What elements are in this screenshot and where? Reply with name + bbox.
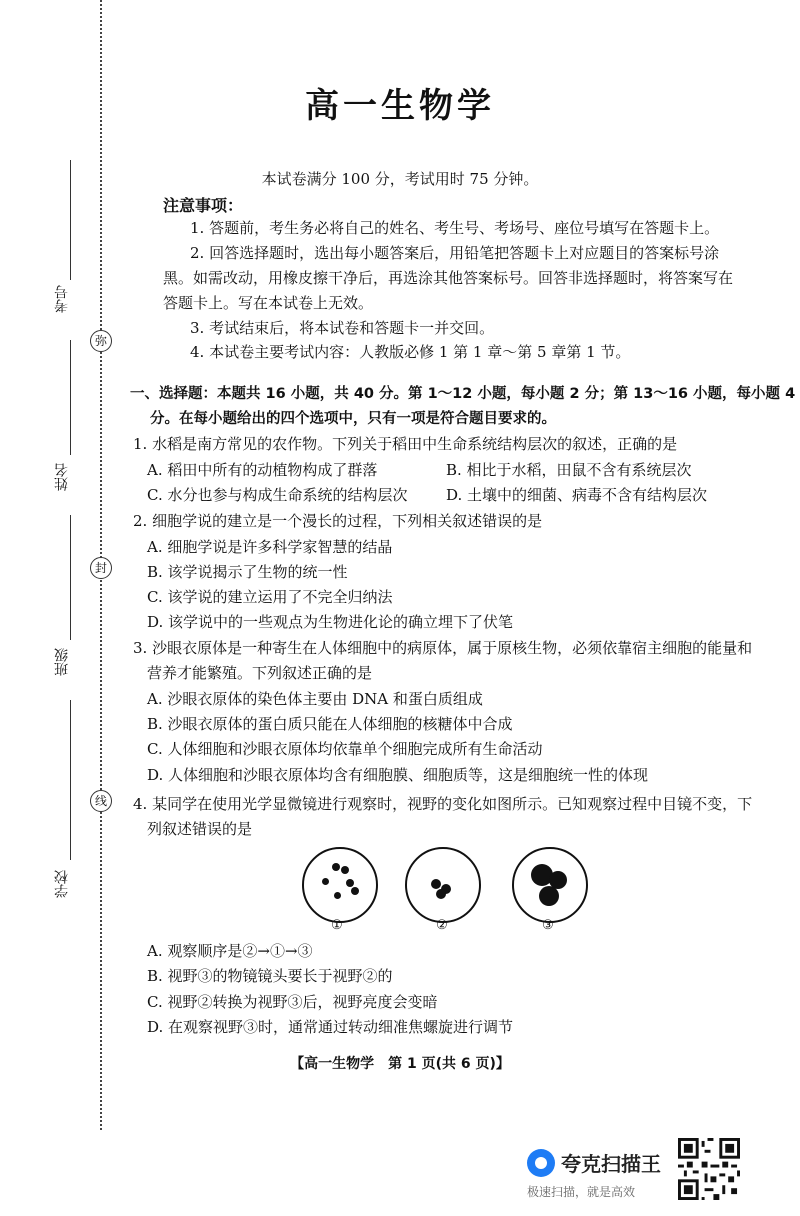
cell-dot [346, 879, 354, 887]
cell-dot [539, 886, 559, 906]
q1-option-c: C. 水分也参与构成生命系统的结构层次 [147, 486, 408, 504]
name-blank [70, 340, 71, 455]
field-of-view-2 [405, 847, 481, 923]
q2-option-d: D. 该学说中的一些观点为生物进化论的确立埋下了伏笔 [147, 613, 514, 631]
question-4-stem: 4. 某同学在使用光学显微镜进行观察时，视野的变化如图所示。已知观察过程中目镜不变，下 [133, 795, 753, 813]
school-blank [70, 700, 71, 860]
q4-option-c: C. 视野②转换为视野③后，视野亮度会变暗 [147, 993, 438, 1011]
q1-option-d: D. 土壤中的细菌、病毒不含有结构层次 [446, 486, 708, 504]
scanner-watermark [527, 1145, 677, 1199]
quark-logo-icon [527, 1149, 555, 1177]
watermark-brand-name: 夸克扫描王 [561, 1152, 661, 1176]
question-1-stem: 1. 水稻是南方常见的农作物。下列关于稻田中生命系统结构层次的叙述，正确的是 [133, 435, 678, 453]
field-of-view-1 [302, 847, 378, 923]
exam-info: 本试卷满分 100 分，考试用时 75 分钟。 [261, 170, 539, 188]
note-line: 黑。如需改动，用橡皮擦干净后，再选涂其他答案标号。回答非选择题时，将答案写在 [163, 269, 734, 287]
q2-option-b: B. 该学说揭示了生物的统一性 [147, 563, 348, 581]
cell-dot [332, 863, 340, 871]
q1-option-b: B. 相比于水稻，田鼠不含有系统层次 [446, 461, 692, 479]
question-4-stem-cont: 列叙述错误的是 [147, 820, 253, 838]
label-school: 学校 [54, 870, 70, 898]
note-line: 答题卡上。写在本试卷上无效。 [163, 294, 374, 312]
cell-dot [334, 892, 341, 899]
page-title: 高一生物学 [305, 86, 495, 126]
q3-option-b: B. 沙眼衣原体的蛋白质只能在人体细胞的核糖体中合成 [147, 715, 513, 733]
q4-option-a: A. 观察顺序是②→①→③ [147, 942, 313, 960]
q2-option-c: C. 该学说的建立运用了不完全归纳法 [147, 588, 393, 606]
q4-option-b: B. 视野③的物镜镜头要长于视野②的 [147, 967, 393, 985]
label-class: 班级 [54, 648, 70, 676]
figure-label-2: ② [436, 918, 448, 933]
page-footer: 【高一生物学 第 1 页(共 6 页)】 [290, 1056, 510, 1072]
label-name: 姓名 [54, 463, 70, 491]
figure-label-3: ③ [542, 918, 554, 933]
seal-char-feng: 封 [90, 557, 112, 579]
section-heading-cont: 分。在每小题给出的四个选项中，只有一项是符合题目要求的。 [150, 411, 556, 427]
q1-option-a: A. 稻田中所有的动植物构成了群落 [147, 461, 378, 479]
note-line: 3. 考试结束后，将本试卷和答题卡一并交回。 [190, 319, 495, 337]
note-line: 4. 本试卷主要考试内容：人教版必修 1 第 1 章～第 5 章第 1 节。 [190, 343, 631, 361]
q3-option-c: C. 人体细胞和沙眼衣原体均依靠单个细胞完成所有生命活动 [147, 740, 543, 758]
question-2-stem: 2. 细胞学说的建立是一个漫长的过程，下列相关叙述错误的是 [133, 512, 543, 530]
field-of-view-3 [512, 847, 588, 923]
question-3-stem: 3. 沙眼衣原体是一种寄生在人体细胞中的病原体，属于原核生物，必须依靠宿主细胞的能量和 [133, 639, 753, 657]
label-exam-number: 考号 [54, 285, 70, 313]
q3-option-d: D. 人体细胞和沙眼衣原体均含有细胞膜、细胞质等，这是细胞统一性的体现 [147, 766, 649, 784]
cell-dot [431, 879, 441, 889]
note-line: 1. 答题前，考生务必将自己的姓名、考生号、考场号、座位号填写在答题卡上。 [190, 219, 720, 237]
note-line: 2. 回答选择题时，选出每小题答案后，用铅笔把答题卡上对应题目的答案标号涂 [190, 244, 720, 262]
seal-char-xian: 线 [90, 790, 112, 812]
q2-option-a: A. 细胞学说是许多科学家智慧的结晶 [147, 538, 393, 556]
watermark-slogan: 极速扫描，就是高效 [527, 1185, 636, 1199]
section-heading: 一、选择题：本题共 16 小题，共 40 分。第 1～12 小题，每小题 2 分；第 13～16 小题，每小题 4 [130, 386, 796, 402]
notes-heading: 注意事项： [163, 196, 244, 215]
seal-char-mi: 弥 [90, 330, 112, 352]
question-3-stem-cont: 营养才能繁殖。下列叙述正确的是 [147, 664, 373, 682]
cell-dot [436, 889, 446, 899]
q4-option-d: D. 在观察视野③时，通常通过转动细准焦螺旋进行调节 [147, 1018, 514, 1036]
class-blank [70, 515, 71, 640]
qr-code-icon [678, 1138, 740, 1200]
q3-option-a: A. 沙眼衣原体的染色体主要由 DNA 和蛋白质组成 [147, 690, 483, 708]
cell-dot [341, 866, 349, 874]
cell-dot [322, 878, 329, 885]
figure-label-1: ① [331, 918, 343, 933]
cell-dot [351, 887, 359, 895]
